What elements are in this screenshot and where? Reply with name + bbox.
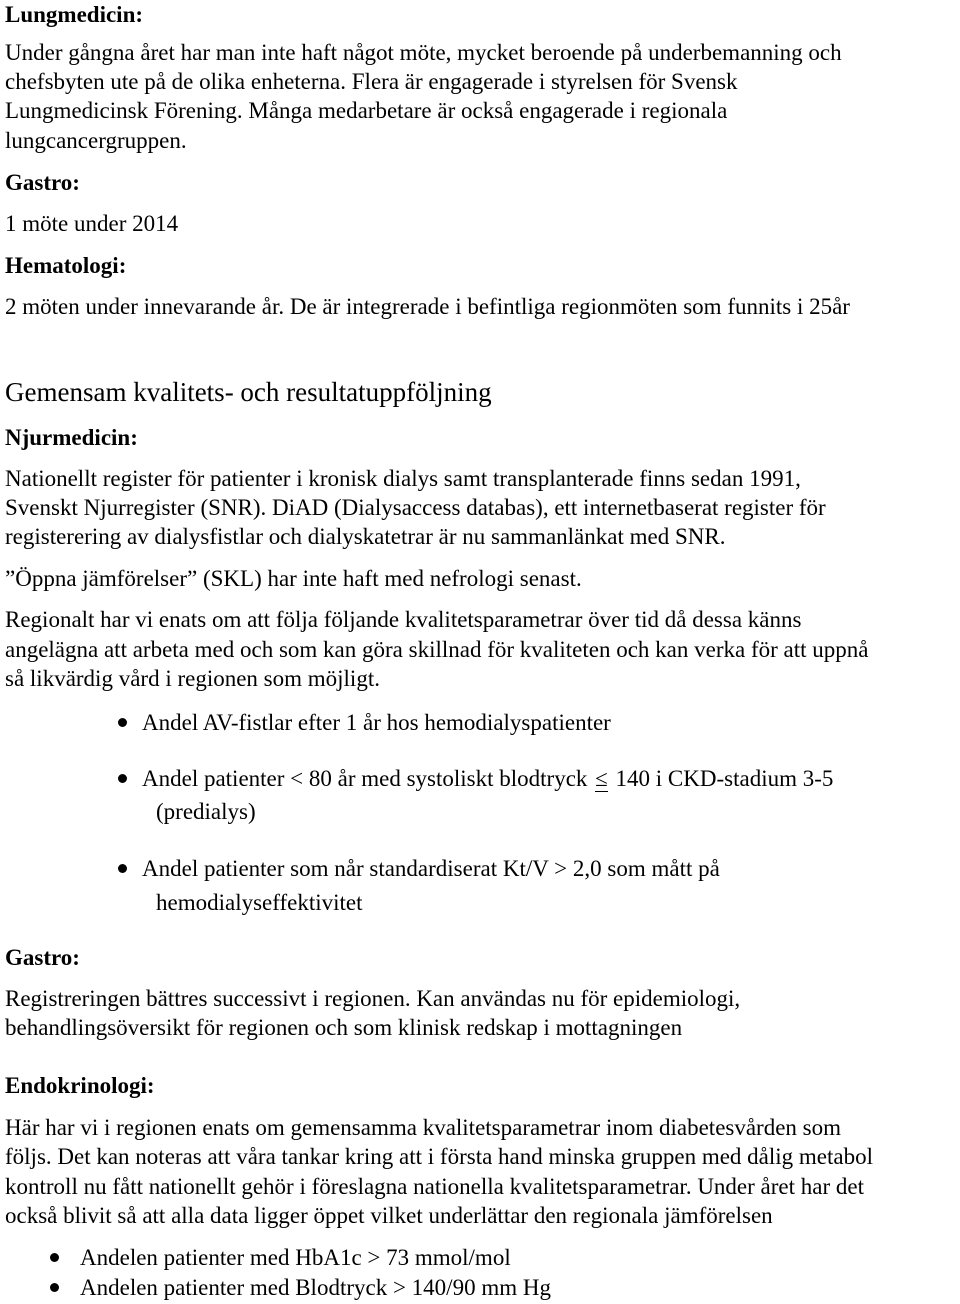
- gastro-text-1: 1 möte under 2014: [5, 211, 179, 236]
- gastro-heading-1: Gastro:: [5, 170, 80, 195]
- njur-line-2: Svenskt Njurregister (SNR). DiAD (Dialysaccess databas), ett internetbaserat register för: [5, 495, 826, 520]
- lung-line-2: chefsbyten ute på de olika enheterna. Flera är engagerade i styrelsen för Svensk: [5, 69, 738, 94]
- gastro2-line-1: Registreringen bättres successivt i regionen. Kan användas nu för epidemiologi,: [5, 986, 741, 1011]
- bullet-icon: [118, 718, 127, 727]
- njur-bullet-2: [142, 764, 833, 793]
- regional-line-1: Regionalt har vi enats om att följa följande kvalitetsparametrar över tid då dessa känns: [5, 607, 802, 632]
- njur-bullet-2-cont: (predialys): [156, 799, 256, 824]
- bullet-icon: [118, 864, 127, 873]
- hematologi-heading: Hematologi:: [5, 253, 127, 278]
- lungmedicin-heading: Lungmedicin:: [5, 2, 144, 27]
- endo-bullet-1: Andelen patienter med HbA1c > 73 mmol/mol: [80, 1245, 511, 1270]
- njur-bullet-3-cont: hemodialyseffektivitet: [156, 890, 363, 915]
- lung-line-3: Lungmedicinsk Förening. Många medarbetare är också engagerade i regionala: [5, 98, 728, 123]
- njur-line-3: registerering av dialysfistlar och dialyskatetrar är nu sammanlänkat med SNR.: [5, 524, 726, 549]
- page-title: Gemensam kvalitets- och resultatuppföljning: [5, 377, 492, 407]
- lung-line-4: lungcancergruppen.: [5, 128, 187, 153]
- njur-line-1: Nationellt register för patienter i kronisk dialys samt transplanterade finns sedan 1991,: [5, 466, 801, 491]
- endo-bullet-2: Andelen patienter med Blodtryck > 140/90 mm Hg: [80, 1275, 551, 1300]
- njur-bullet-2-post: 140 i CKD-stadium 3-5: [609, 766, 834, 791]
- regional-line-3: så likvärdig vård i regionen som möjligt.: [5, 666, 380, 691]
- njur-bullet-1: Andel AV-fistlar efter 1 år hos hemodialyspatienter: [142, 710, 611, 735]
- gastro2-line-2: behandlingsöversikt för regionen och som klinisk redskap i mottagningen: [5, 1015, 683, 1040]
- njur-bullet-3: Andel patienter som når standardiserat Kt/V > 2,0 som mått på: [142, 856, 720, 881]
- njur-bullet-2-pre: Andel patienter < 80 år med systoliskt blodtryck: [142, 766, 594, 791]
- endo-line-2: följs. Det kan noteras att våra tankar kring att i första hand minska gruppen med dålig metabol: [5, 1144, 873, 1169]
- regional-line-2: angelägna att arbeta med och som kan göra skillnad för kvaliteten och kan verka för att uppnå: [5, 637, 869, 662]
- less-equal-symbol: ≤: [595, 766, 608, 791]
- gastro-heading-2: Gastro:: [5, 945, 80, 970]
- bullet-icon: [50, 1253, 59, 1262]
- njurmedicin-heading: Njurmedicin:: [5, 425, 138, 450]
- endo-line-3: kontroll nu fått nationellt gehör i föreslagna nationella kvalitetsparametrar. Under året har det: [5, 1174, 864, 1199]
- bullet-icon: [118, 774, 127, 783]
- hematologi-text: 2 möten under innevarande år. De är integrerade i befintliga regionmöten som funnits i 25år: [5, 294, 850, 319]
- endo-line-4: också blivit så att alla data ligger öppet vilket underlättar den regionala jämförelsen: [5, 1203, 773, 1228]
- lung-line-1: Under gångna året har man inte haft något möte, mycket beroende på underbemanning och: [5, 40, 842, 65]
- bullet-icon: [50, 1283, 59, 1292]
- endo-line-1: Här har vi i regionen enats om gemensamma kvalitetsparametrar inom diabetesvården som: [5, 1115, 842, 1140]
- endokrinologi-heading: Endokrinologi:: [5, 1073, 155, 1098]
- oppna-jamforelser-text: ”Öppna jämförelser” (SKL) har inte haft med nefrologi senast.: [5, 566, 582, 591]
